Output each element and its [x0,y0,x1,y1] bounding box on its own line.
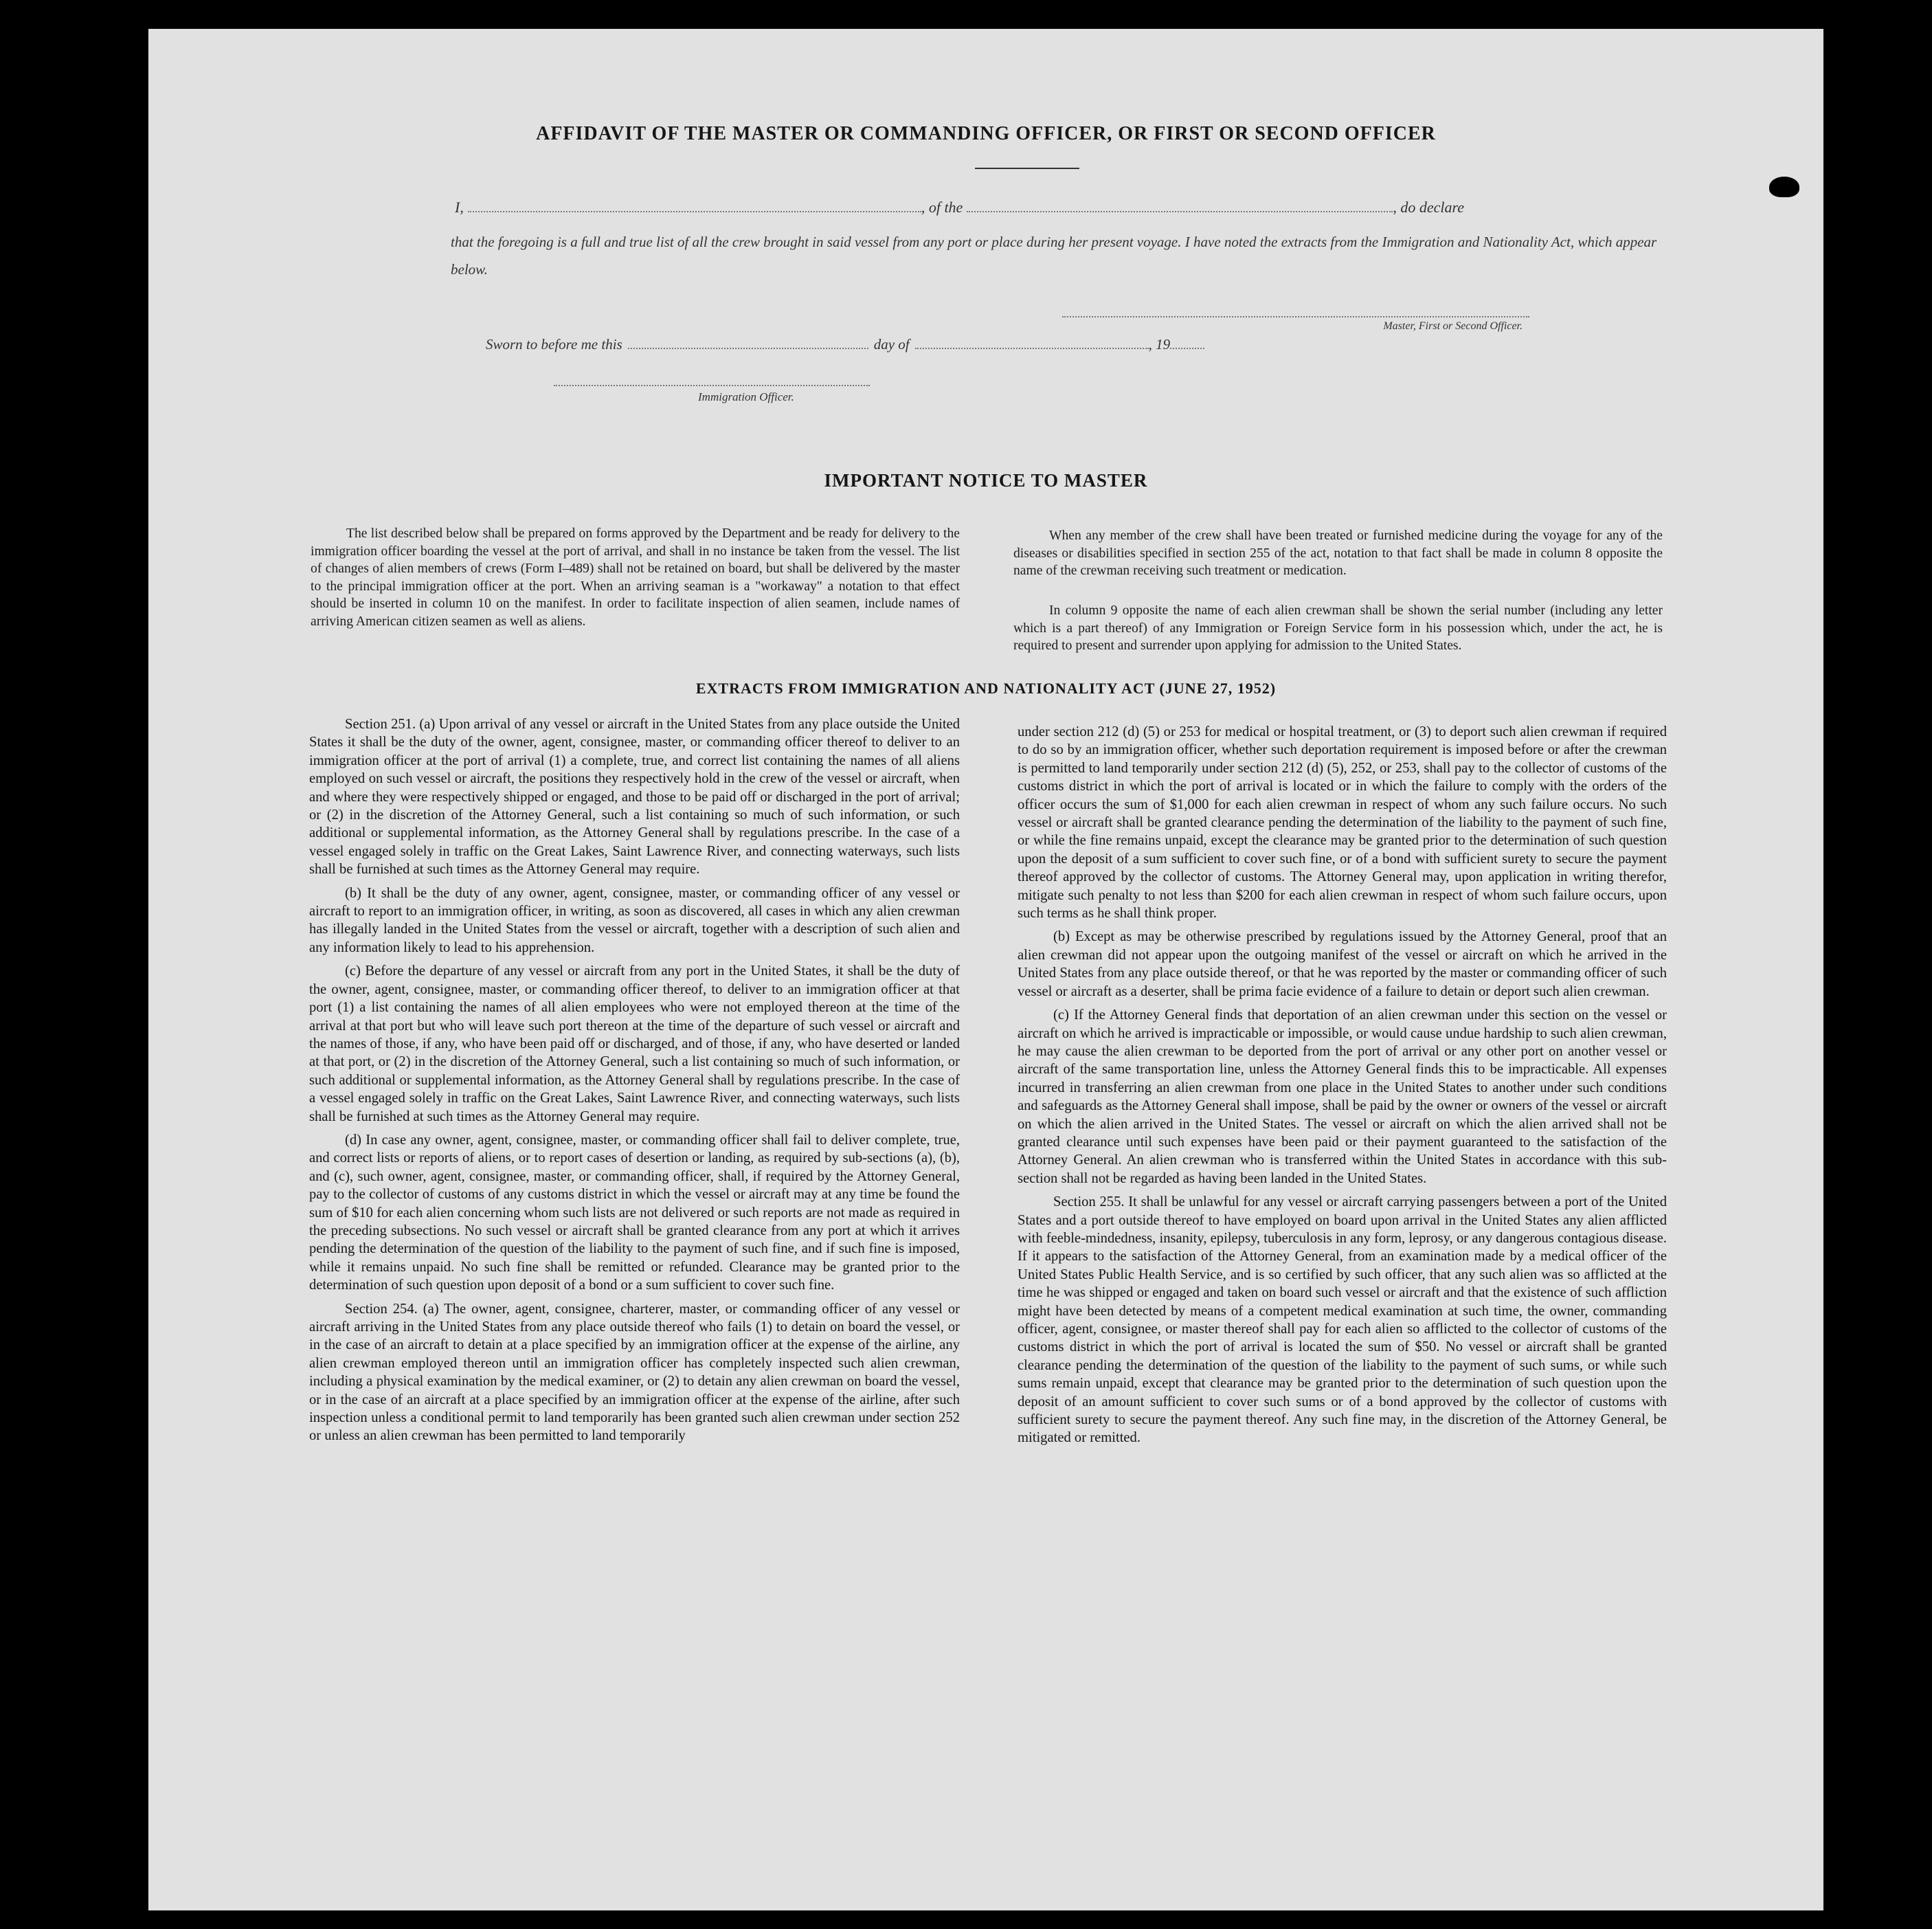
sworn-month-field[interactable] [915,339,1149,349]
punch-hole [1861,1637,1888,1664]
declaration-line [455,199,1678,216]
extracts-right-column [1018,723,1667,1453]
form-page [148,29,1823,1910]
punch-hole [1863,681,1890,709]
section-251-b: (b) It shall be the duty of any owner, agent, consignee, master, or commanding officer of any vessel or aircraft to report to an immigration officer, in writing, as soon as discovered, all cases in which any alien crewman has illegally landed in the United States from the vessel or aircraft, together with a description of such alien and any information likely to lead to his apprehension. [309,885,960,955]
notice-left-paragraph: The list described below shall be prepared on forms approved by the Department and be ready for delivery to the immigration officer boarding the vessel at the port of arrival, and shall in no instance be taken from the vessel. The list of changes of alien members of crews (Form I–489) shall not be retained on board, but shall be delivered by the master to the principal immigration officer at the port. When an arriving seaman is a "workaway" a notation to that effect should be inserted in column 10 on the manifest. In order to facilitate inspection of alien seamen, include names of arriving American citizen seamen as well as aliens. [311,526,960,629]
sworn-day-field[interactable] [628,339,868,349]
declare-i-label: I, [455,199,464,216]
notice-title: IMPORTANT NOTICE TO MASTER [824,470,1148,491]
affidavit-title: AFFIDAVIT OF THE MASTER OR COMMANDING OFFICER, OR FIRST OR SECOND OFFICER [536,123,1436,144]
section-254-b: (b) Except as may be otherwise prescribed by regulations issued by the Attorney General, proof that an alien crewman did not appear upon the outgoing manifest of the vessel or aircraft on which he arrived in the United States from any place outside thereof, or that he was reported by the master or commanding officer of such vessel or aircraft as a deserter, shall be prima facie evidence of a failure to detain or deport such alien crewman. [1018,929,1667,999]
section-251-d: (d) In case any owner, agent, consignee, master, or commanding officer shall fail to deliver complete, true, and correct lists or reports of aliens, or to report cases of desertion or landing, as required by sub-sections (a), (b), and (c), such owner, agent, consignee, master, or commanding officer, shall, if required by the Attorney General, pay to the collector of customs of any customs district in which the vessel or aircraft may at any time be found the sum of $10 for each alien concerning whom such lists are not delivered or such reports are not made as required in the preceding subsections. No such vessel or aircraft shall be granted clearance from any port at which it arrives pending the determination of the question of the liability to the payment of such fine, and if such fine is imposed, while it remains unpaid. No such fine shall be remitted or refunded. Clearance may be granted prior to the determination of such question upon deposit of a bond or a sum sufficient to cover such fine. [309,1132,960,1293]
section-254-a: Section 254. (a) The owner, agent, consignee, charterer, master, or commanding officer of any vessel or aircraft arriving in the United States from any place outside thereof who fails (1) to detain on board the vessel, or in the case of an aircraft to detain at a place specified by an immigration officer at the expense of the airline, any alien crewman employed thereon until an immigration officer has completely inspected such alien crewman, including a physical examination by the medical examiner, or (2) to detain any alien crewman on board the vessel, or in the case of an aircraft at a place specified by an immigration officer at the expense of the airline, after such inspection unless a conditional permit to land temporarily has been granted such alien crewman under section 252 or unless an alien crewman has been permitted to land temporarily [309,1301,960,1444]
sworn-year-field[interactable] [1170,339,1204,349]
punch-hole [1769,177,1799,197]
master-signature-label: Master, First or Second Officer. [1383,320,1523,332]
sworn-year-label: , 19 [1148,336,1171,353]
sworn-line [486,336,1204,353]
master-signature-field[interactable] [1062,316,1529,317]
punch-hole [1863,305,1890,333]
scan-mark [1907,605,1911,623]
declarant-name-field[interactable] [468,201,921,212]
punch-hole [1861,1249,1888,1277]
immigration-officer-label: Immigration Officer. [698,390,794,403]
extracts-title: EXTRACTS FROM IMMIGRATION AND NATIONALITY ACT (JUNE 27, 1952) [695,680,1277,697]
punch-hole [1861,1348,1888,1375]
section-254-a-continued: under section 212 (d) (5) or 253 for medical or hospital treatment, or (3) to deport such alien crewman if required to do so by an immigration officer, whether such deportation requirement is imposed before or after the crewman is permitted to land temporarily under section 212 (d) (5), 252, or 253, shall pay to the collector of customs of the customs district in which the port of arrival is located or in which the failure to comply with the orders of the officer occurs the sum of $1,000 for each alien crewman in respect of whom any such failure occurs. No such vessel or aircraft shall be granted clearance pending the determination of the liability to the payment of such fine, or while the fine remains unpaid, except the clearance may be granted prior to the determination of such question upon the deposit of a sum sufficient to cover such fine, or of a bond with sufficient surety to secure the payment thereof approved by the collector of customs. The Attorney General may, upon application in writing therefor, mitigate such penalty to not less than $200 for each alien crewman in respect of whom such failure occurs, upon such terms as he shall think proper. [1018,724,1667,922]
sworn-day-of-label: day of [873,336,910,353]
punch-hole [1863,208,1890,235]
section-251-a: Section 251. (a) Upon arrival of any vessel or aircraft in the United States from any place outside the United States it shall be the duty of the owner, agent, consignee, master, or commanding officer thereof to deliver to an immigration officer at the port of arrival (1) a complete, true, and correct list containing the names of all aliens employed on such vessel or aircraft, the positions they respectively hold in the crew of the vessel or aircraft, when and where they were respectively shipped or engaged, and those to be paid off or discharged in the port of arrival; or (2) in the discretion of the Attorney General, such a list containing so much of such information, or such additional or supplemental information, as the Attorney General shall by regulations prescribe. In the case of a vessel engaged solely in traffic on the Great Lakes, Saint Lawrence River, and connecting waterways, such lists shall be furnished at such times as the Attorney General may require. [309,717,960,878]
section-255: Section 255. It shall be unlawful for any vessel or aircraft carrying passengers between a port of the United States and a port outside thereof to have employed on board upon arrival in the United States any alien afflicted with feeble-mindedness, insanity, epilepsy, tuberculosis in any form, leprosy, or any dangerous contagious disease. If it appears to the satisfaction of the Attorney General, from an examination made by a medical officer of the United States Public Health Service, and is so certified by such officer, that any such alien was so afflicted at the time he was shipped or engaged and taken on board such vessel or aircraft and that the existence of such affliction might have been detected by means of a competent medical examination at such time, the owner, commanding officer, agent, consignee, or master thereof shall pay for each alien so afflicted to the collector of customs of the customs district in which the port of arrival is located the sum of $50. No vessel or aircraft shall be granted clearance pending the determination of the question of the liability to the payment of such sums, or while such sums remain unpaid, except that clearance may be granted prior to the determination of such question upon the deposit of an amount sufficient to cover such sums or of a bond approved by the collector of customs with sufficient surety to secure the payment thereof. Any such fine may, in the discretion of the Attorney General, be mitigated or remitted. [1018,1194,1667,1446]
title-divider [975,168,1079,169]
notice-right-paragraph-2: In column 9 opposite the name of each alien crewman shall be shown the serial number (including any letter which is a part thereof) of any Immigration or Foreign Service form in his possession which, under the act, he is required to present and surrender upon applying for admission to the United States. [1013,603,1663,653]
immigration-officer-signature-field[interactable] [554,385,870,386]
punch-hole [1861,1730,1888,1758]
declare-end-label: , do declare [1393,199,1464,216]
sworn-prefix-label: Sworn to before me this [486,336,622,353]
notice-right-paragraph-1: When any member of the crew shall have been treated or furnished medicine during the voyage for any of the diseases or disabilities specified in section 255 of the act, notation to that fact shall be made in column 8 opposite the name of the crewman receiving such treatment or medication. [1013,528,1663,578]
punch-hole [1845,175,1869,195]
extracts-left-column [309,715,960,1451]
declare-of-the-label: , of the [921,199,963,216]
section-254-c: (c) If the Attorney General finds that deportation of an alien crewman under this section on the vessel or aircraft on which he arrived is impracticable or impossible, or would cause undue hardship to such alien crewman, he may cause the alien crewman to be deported from the port of arrival or any other port on another vessel or aircraft of the same transportation line, unless the Attorney General finds this to be impracticable. All expenses incurred in transferring an alien crewman from one place in the United States to another under such conditions and safeguards as the Attorney General shall impose, shall be paid by the owner or owners of the vessel or aircraft on which the alien arrived in the United States. The vessel or aircraft on which the alien arrived shall not be granted clearance until such expenses have been paid or their payment guaranteed to the satisfaction of the Attorney General. An alien crewman who is transferred within the United States in accordance with this sub-section shall not be regarded as having been landed in the United States. [1018,1007,1667,1186]
vessel-name-field[interactable] [967,201,1393,212]
certification-text: that the foregoing is a full and true list of all the crew brought in said vessel from any port or place during her present voyage. I have noted the extracts from the Immigration and Nationality Act, which appear below. [451,234,1657,278]
section-251-c: (c) Before the departure of any vessel or aircraft from any port in the United States, it shall be the duty of the owner, agent, consignee, master, or commanding officer thereof, to deliver to an immigration officer at that port (1) a list containing the names of all alien employees who were not employed thereon at the time of the arrival at that port but who will leave such port thereon at the time of the departure of such vessel or aircraft and the names of those, if any, who have been paid off or discharged, and of those, if any, who have deserted or landed at that port, or (2) in the discretion of the Attorney General, such a list containing so much of such information, or such additional or supplemental information, as the Attorney General shall by regulations prescribe. In the case of a vessel engaged solely in traffic on the Great Lakes, Saint Lawrence River, and connecting waterways, such lists shall be furnished at such times as the Attorney General may require. [309,963,960,1124]
